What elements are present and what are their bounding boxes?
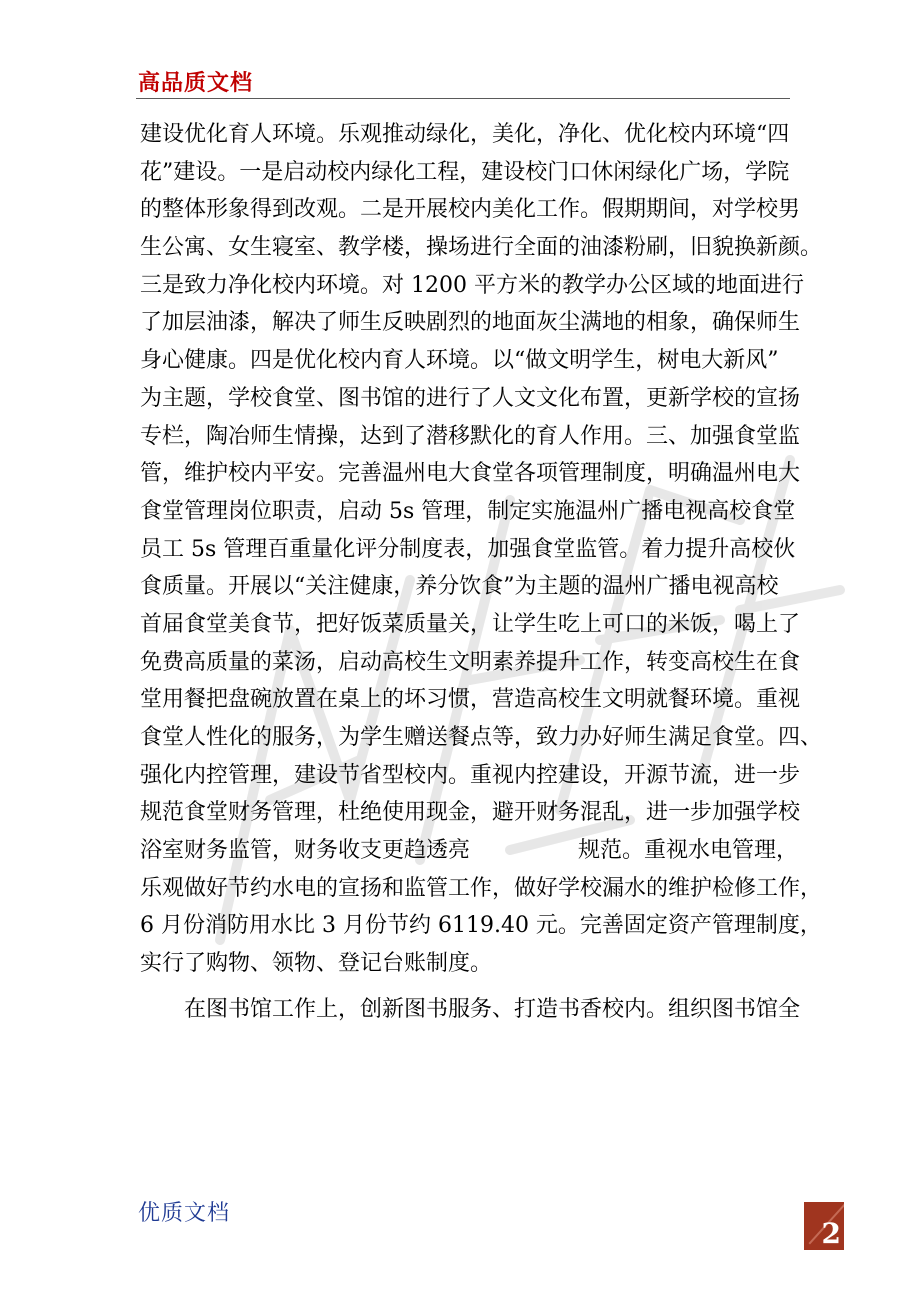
body-line: 食堂管理岗位职责，启动 5s 管理，制定实施温州广播电视高校食堂 <box>140 498 796 524</box>
paragraph-first-line: 在图书馆工作上，创新图书服务、打造书香校内。组织图书馆全 <box>184 996 801 1022</box>
body-line: 为主题，学校食堂、图书馆的进行了人文文化布置，更新学校的宣扬 <box>140 385 801 411</box>
body-line: 了加层油漆，解决了师生反映剧烈的地面灰尘满地的相象，确保师生 <box>140 310 801 336</box>
header-title: 高品质文档 <box>138 71 254 96</box>
body-line: 三是致力净化校内环境。对 1200 平方米的教学办公区域的地面进行 <box>140 272 804 298</box>
body-line: 建设优化育人环境。乐观推动绿化，美化，净化、优化校内环境“四 <box>140 122 790 147</box>
footer-title: 优质文档 <box>138 1201 231 1226</box>
document-body <box>140 116 823 1029</box>
body-line: 首届食堂美食节，把好饭菜质量关，让学生吃上可口的米饭，喝上了 <box>140 611 801 637</box>
body-line: 免费高质量的菜汤，启动高校生文明素养提升工作，转变高校生在食 <box>140 649 801 675</box>
body-line: 规范食堂财务管理，杜绝使用现金，避开财务混乱，进一步加强学校 <box>140 800 801 826</box>
page-number: 2 <box>821 1217 841 1250</box>
body-line: 6 月份消防用水比 3 月份节约 6119.40 元。完善固定资产管理制度， <box>140 913 822 939</box>
body-line: 实行了购物、领物、登记台账制度。 <box>140 951 493 977</box>
body-line: 花”建设。一是启动校内绿化工程，建设校门口休闲绿化广场，学院 <box>140 159 790 185</box>
page-number-badge <box>804 1202 844 1250</box>
body-line: 乐观做好节约水电的宣扬和监管工作，做好学校漏水的维护检修工作， <box>140 875 823 901</box>
body-line: 生公寓、女生寝室、教学楼，操场进行全面的油漆粉刷，旧貌换新颜。 <box>140 235 823 261</box>
body-line-split <box>140 832 799 870</box>
body-line: 食质量。开展以“关注健康，养分饮食”为主题的温州广播电视高校 <box>140 574 779 600</box>
body-line: 的整体形象得到改观。二是开展校内美化工作。假期期间，对学校男 <box>140 197 801 223</box>
body-line: 强化内控管理，建设节省型校内。重视内控建设，开源节流，进一步 <box>140 762 801 788</box>
body-line: 专栏，陶冶师生情操，达到了潜移默化的育人作用。三、加强食堂监 <box>140 423 801 449</box>
body-line: 堂用餐把盘碗放置在桌上的坏习惯，营造高校生文明就餐环境。重视 <box>140 687 801 713</box>
body-line: 员工 5s 管理百重量化评分制度表，加强食堂监管。着力提升高校伙 <box>140 536 796 562</box>
paragraph-gap <box>140 983 790 991</box>
body-line-split-b: 规范。重视水电管理， <box>578 838 799 864</box>
body-line: 身心健康。四是优化校内育人环境。以“做文明学生，树电大新风” <box>140 348 779 374</box>
body-line: 管，维护校内平安。完善温州电大食堂各项管理制度，明确温州电大 <box>140 461 801 487</box>
header-divider <box>136 98 790 99</box>
body-line: 食堂人性化的服务，为学生赠送餐点等，致力办好师生满足食堂。四、 <box>140 725 823 750</box>
body-line-split-a: 浴室财务监管，财务收支更趋透亮 <box>140 838 471 864</box>
